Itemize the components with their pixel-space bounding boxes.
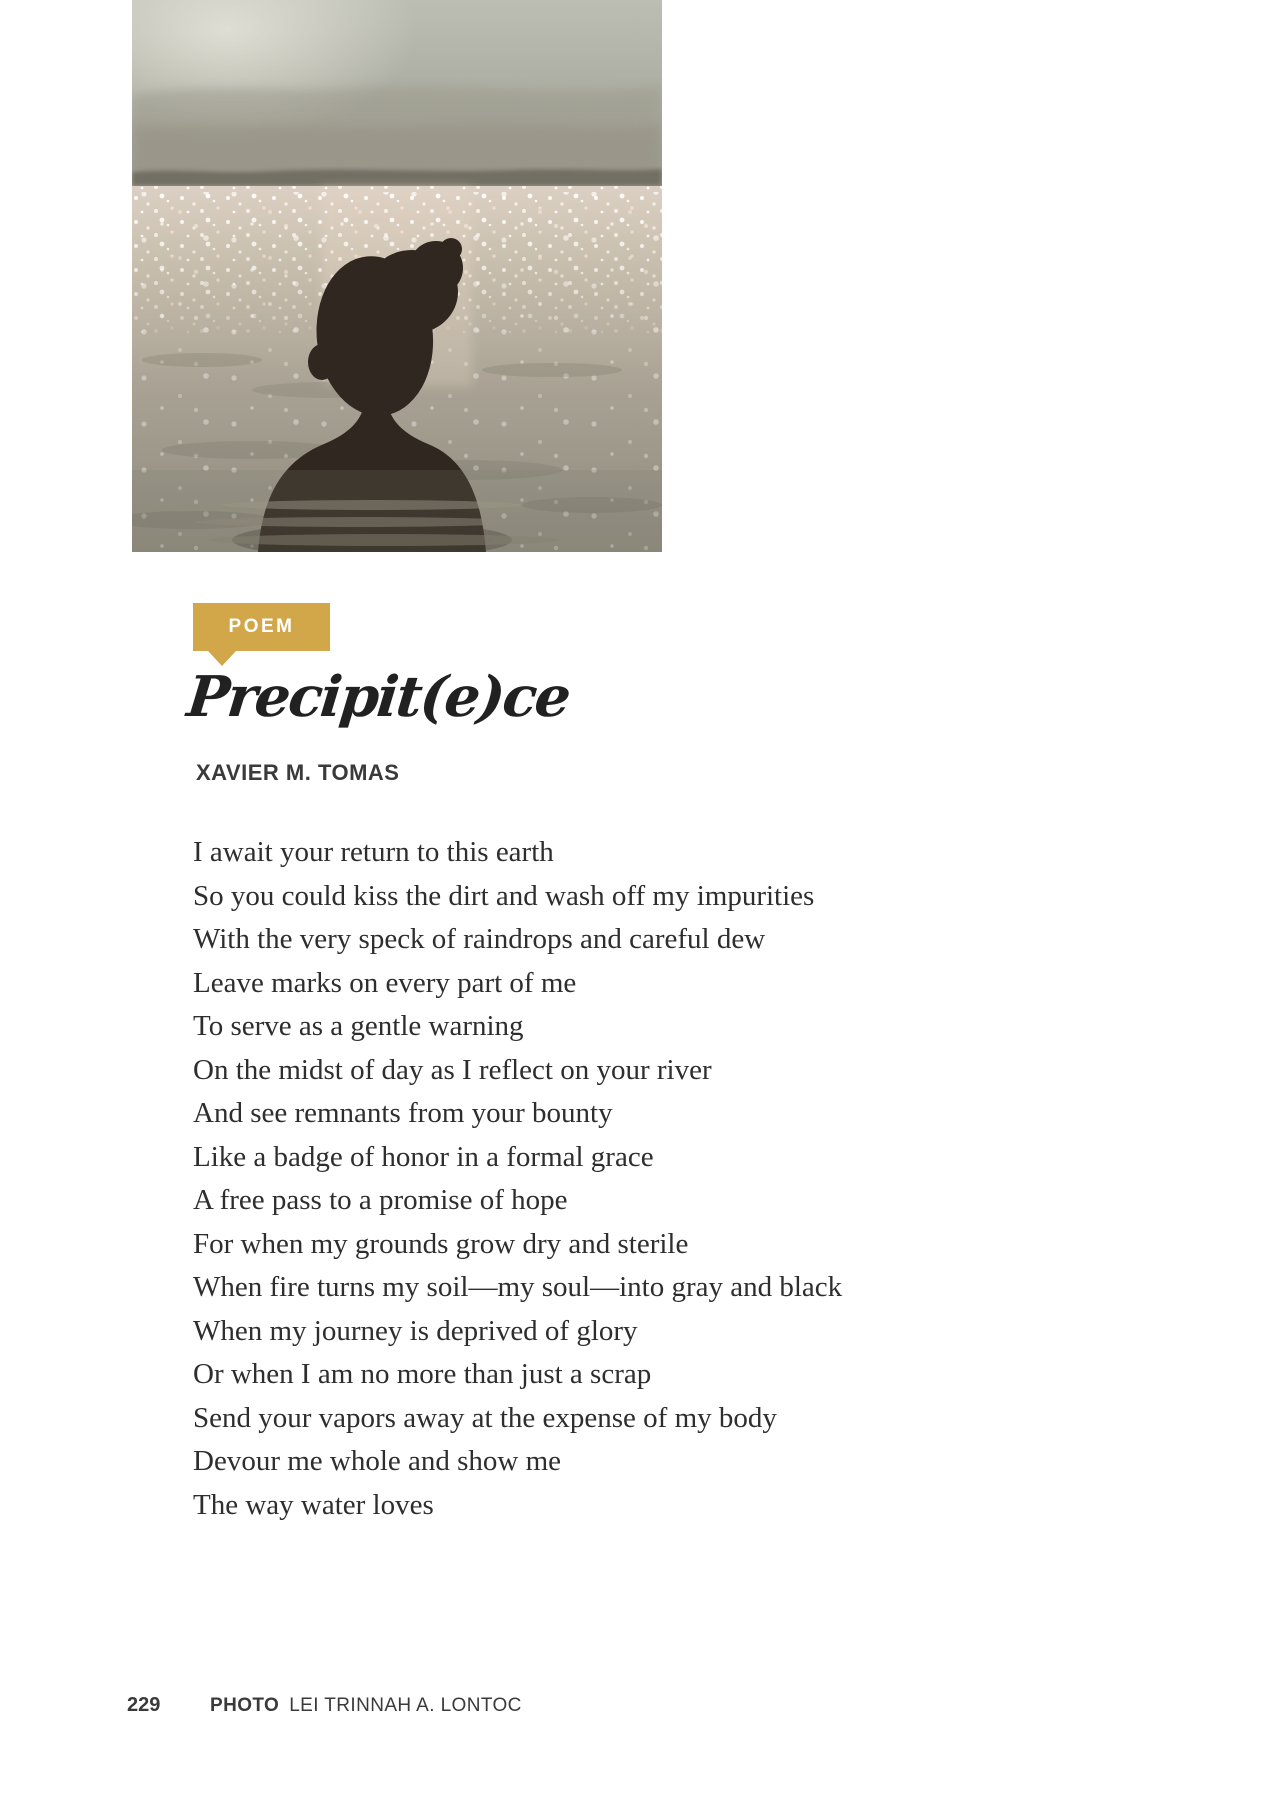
poem-photo <box>132 0 662 552</box>
poem-body <box>193 831 1093 1527</box>
photo-credit-name: LEI TRINNAH A. LONTOC <box>289 1695 522 1716</box>
photo-foreground-tint <box>132 470 662 552</box>
poem-line: When fire turns my soil—my soul—into gray and black <box>193 1271 843 1303</box>
photo-shoreline <box>132 169 662 186</box>
poem-line: For when my grounds grow dry and sterile <box>193 1227 689 1260</box>
section-badge-label: POEM <box>228 616 295 637</box>
poem-line: With the very speck of raindrops and careful dew <box>193 923 766 955</box>
poem-line: Send your vapors away at the expense of my body <box>193 1401 777 1434</box>
poem-line: Devour me whole and show me <box>193 1445 562 1477</box>
poem-line: Like a badge of honor in a formal grace <box>193 1140 654 1173</box>
poem-line: Leave marks on every part of me <box>193 966 577 999</box>
photo-credit <box>210 1695 522 1717</box>
page-number: 229 <box>127 1694 161 1716</box>
section-badge <box>193 603 330 651</box>
poem-line: A free pass to a promise of hope <box>193 1184 568 1216</box>
poem-line: To serve as a gentle warning <box>193 1010 524 1042</box>
poem-line: So you could kiss the dirt and wash off my impurities <box>193 879 815 912</box>
photo-illustration <box>132 0 662 552</box>
poem-title: Precipit(e)ce <box>184 664 573 730</box>
poem-line: When my journey is deprived of glory <box>193 1314 638 1347</box>
poem-line: And see remnants from your bounty <box>193 1097 613 1129</box>
poem-line: The way water loves <box>193 1488 434 1521</box>
page-footer <box>0 1694 1286 1724</box>
photo-mountains-near <box>132 124 662 176</box>
poem-line: I await your return to this earth <box>193 836 554 868</box>
poem-author: XAVIER M. TOMAS <box>196 760 400 785</box>
photo-credit-label: PHOTO <box>210 1695 280 1716</box>
poem-line: On the midst of day as I reflect on your river <box>193 1053 712 1086</box>
poem-line: Or when I am no more than just a scrap <box>193 1358 652 1390</box>
